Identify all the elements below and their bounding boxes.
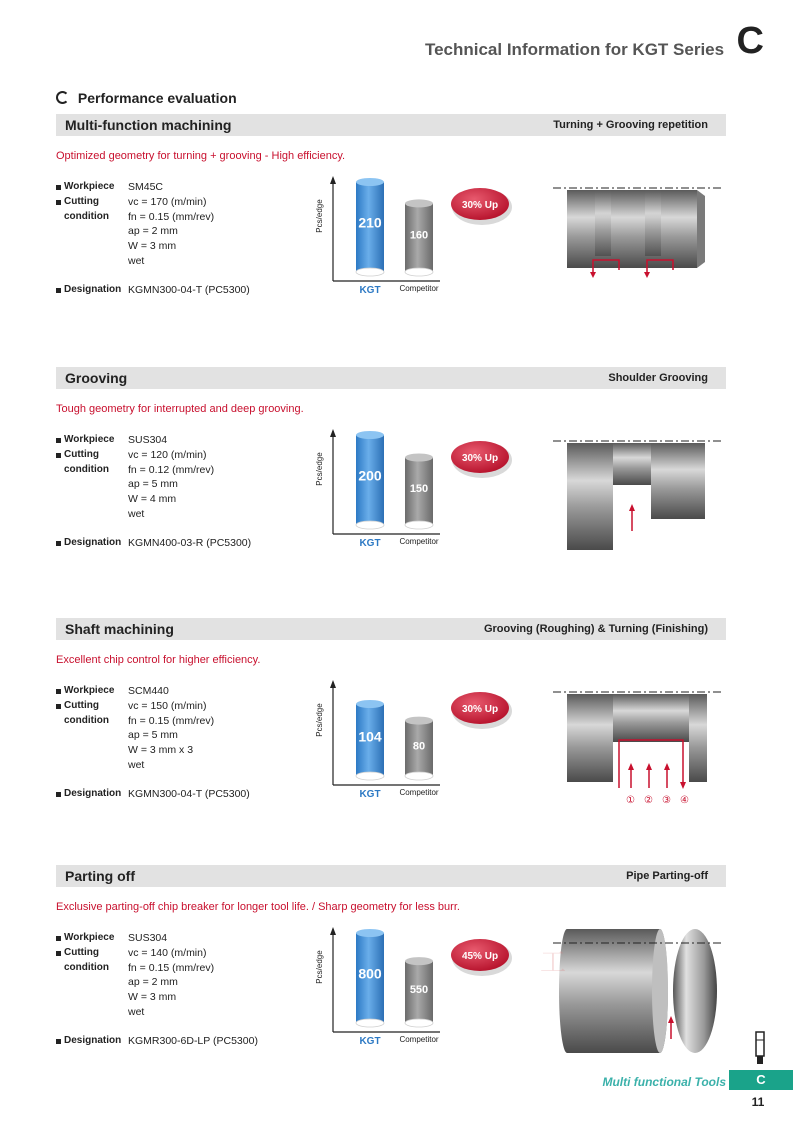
competitor-bar-cap: [405, 454, 433, 462]
section-tagline: Optimized geometry for turning + grooving - High efficiency.: [56, 150, 346, 162]
section-subtitle: Shoulder Grooving: [608, 372, 708, 384]
section-subtitle: Grooving (Roughing) & Turning (Finishing): [483, 623, 708, 635]
kgt-bar-value: 210: [358, 214, 382, 231]
competitor-bar-cap: [405, 957, 433, 965]
footer-section-badge: C: [729, 1070, 793, 1090]
step-marker: ③: [662, 795, 671, 806]
section-letter: C: [736, 20, 764, 62]
condition-value: vc = 120 (m/min): [128, 449, 207, 461]
section-subtitle: Pipe Parting-off: [626, 870, 708, 882]
bullet-square-icon: [56, 1039, 61, 1044]
improvement-badge-text: 30% Up: [461, 704, 499, 715]
improvement-badge-text: 30% Up: [461, 200, 499, 211]
section-tagline: Tough geometry for interrupted and deep grooving.: [56, 403, 304, 415]
kgt-bar-base: [356, 521, 384, 529]
cutting-label: Cutting: [64, 449, 99, 460]
bullet-square-icon: [56, 200, 61, 205]
designation-label: Designation: [64, 788, 122, 799]
y-axis-arrow: [330, 429, 336, 437]
condition-value: vc = 150 (m/min): [128, 700, 207, 712]
bullet-square-icon: [56, 438, 61, 443]
designation-value: KGMN300-04-T (PC5300): [128, 788, 250, 800]
condition-label: condition: [64, 211, 109, 222]
section-tagline: Excellent chip control for higher efficiency.: [56, 654, 261, 666]
y-axis-label: Pcs/edge: [315, 452, 324, 486]
machining-illustration: [545, 431, 725, 561]
bar-chart: [300, 907, 520, 1047]
designation-value: KGMN400-03-R (PC5300): [128, 537, 252, 549]
cutting-label: Cutting: [64, 700, 99, 711]
condition-value: vc = 170 (m/min): [128, 196, 207, 208]
category-label-kgt: KGT: [359, 285, 381, 296]
kgt-bar-cap: [356, 178, 384, 186]
competitor-bar-value: 160: [409, 229, 429, 242]
competitor-bar-base: [405, 268, 433, 276]
bullet-square-icon: [56, 936, 61, 941]
workpiece-label: Workpiece: [64, 181, 115, 192]
designation-label: Designation: [64, 537, 122, 548]
competitor-bar-base: [405, 1019, 433, 1027]
grooving-tool-icon: [750, 1030, 770, 1070]
competitor-bar-base: [405, 521, 433, 529]
competitor-bar-value: 150: [409, 482, 429, 495]
cutting-label: Cutting: [64, 196, 99, 207]
section-3: [0, 618, 794, 858]
kgt-bar-base: [356, 268, 384, 276]
competitor-bar-cap: [405, 717, 433, 725]
condition-label: condition: [64, 962, 109, 973]
category-label-competitor: Competitor: [399, 1035, 439, 1044]
kgt-bar-cap: [356, 431, 384, 439]
category-label-competitor: Competitor: [399, 788, 439, 797]
bullet-square-icon: [56, 704, 61, 709]
circle-arrow-icon: [56, 91, 69, 104]
section-2: [0, 367, 794, 607]
workpiece-label: Workpiece: [64, 685, 115, 696]
y-axis-arrow: [330, 176, 336, 184]
condition-value: ap = 2 mm: [128, 225, 178, 238]
designation-value: KGMN300-04-T (PC5300): [128, 284, 250, 296]
competitor-bar-value: 80: [412, 740, 426, 753]
competitor-bar-value: 550: [409, 983, 429, 996]
kgt-bar-base: [356, 772, 384, 780]
condition-value: fn = 0.12 (mm/rev): [128, 463, 215, 476]
kgt-bar-cap: [356, 929, 384, 937]
machining-illustration: [545, 178, 725, 308]
bar-chart: [300, 409, 520, 549]
section-title: Shaft machining: [65, 621, 174, 637]
bullet-square-icon: [56, 453, 61, 458]
machining-illustration: [545, 929, 725, 1059]
workpiece-label: Workpiece: [64, 434, 115, 445]
designation-label: Designation: [64, 1035, 122, 1046]
performance-heading: [56, 90, 237, 106]
improvement-badge-text: 45% Up: [461, 951, 499, 962]
condition-value: W = 4 mm: [128, 493, 177, 506]
category-label-kgt: KGT: [359, 538, 381, 549]
workpiece-label: Workpiece: [64, 932, 115, 943]
condition-value: W = 3 mm x 3: [128, 744, 194, 757]
kgt-bar-value: 800: [358, 965, 382, 982]
y-axis-label: Pcs/edge: [315, 703, 324, 737]
condition-value: fn = 0.15 (mm/rev): [128, 210, 215, 223]
section-header-bar: [56, 618, 726, 640]
condition-value: vc = 140 (m/min): [128, 947, 207, 959]
bullet-square-icon: [56, 541, 61, 546]
bullet-square-icon: [56, 288, 61, 293]
y-axis-arrow: [330, 680, 336, 688]
section-header-bar: [56, 114, 726, 136]
improvement-badge-text: 30% Up: [461, 453, 499, 464]
y-axis-label: Pcs/edge: [315, 199, 324, 233]
section-title: Grooving: [65, 370, 128, 386]
page-number: 11: [751, 1095, 765, 1109]
section-header-bar: [56, 367, 726, 389]
kgt-bar-cap: [356, 700, 384, 708]
section-tagline: Exclusive parting-off chip breaker for longer tool life. / Sharp geometry for less burr.: [56, 901, 460, 913]
section-4: [0, 865, 794, 1105]
competitor-bar-cap: [405, 199, 433, 207]
bullet-square-icon: [56, 185, 61, 190]
condition-value: wet: [128, 507, 145, 520]
condition-value: wet: [128, 758, 145, 771]
bullet-square-icon: [56, 792, 61, 797]
bar-chart: [300, 660, 520, 800]
y-axis-label: Pcs/edge: [315, 950, 324, 984]
condition-value: fn = 0.15 (mm/rev): [128, 714, 215, 727]
category-label-competitor: Competitor: [399, 537, 439, 546]
footer-category-label: Multi functional Tools: [602, 1075, 726, 1089]
condition-value: fn = 0.15 (mm/rev): [128, 961, 215, 974]
workpiece-value: SM45C: [128, 181, 164, 193]
step-marker: ④: [680, 795, 689, 806]
condition-value: W = 3 mm: [128, 240, 177, 253]
workpiece-value: SUS304: [128, 932, 168, 944]
bar-chart: [300, 156, 520, 296]
condition-value: ap = 2 mm: [128, 976, 178, 989]
machining-illustration: [545, 682, 725, 812]
watermark-logo: 工: [540, 947, 567, 977]
step-marker: ①: [626, 795, 635, 806]
condition-value: W = 3 mm: [128, 991, 177, 1004]
condition-value: ap = 5 mm: [128, 478, 178, 491]
condition-label: condition: [64, 715, 109, 726]
competitor-bar-base: [405, 772, 433, 780]
designation-label: Designation: [64, 284, 122, 295]
category-label-competitor: Competitor: [399, 284, 439, 293]
section-header-bar: [56, 865, 726, 887]
bullet-square-icon: [56, 951, 61, 956]
condition-value: ap = 5 mm: [128, 729, 178, 742]
kgt-bar-value: 200: [358, 467, 382, 484]
page-title: Technical Information for KGT Series: [424, 40, 725, 59]
condition-value: wet: [128, 1005, 145, 1018]
cutting-label: Cutting: [64, 947, 99, 958]
section-title: Multi-function machining: [65, 117, 232, 133]
kgt-bar-value: 104: [358, 728, 382, 745]
condition-value: wet: [128, 254, 145, 267]
section-title: Parting off: [65, 868, 135, 884]
condition-label: condition: [64, 464, 109, 475]
category-label-kgt: KGT: [359, 1036, 381, 1047]
performance-heading-text: Performance evaluation: [77, 90, 237, 106]
y-axis-arrow: [330, 927, 336, 935]
workpiece-value: SCM440: [128, 685, 169, 697]
section-subtitle: Turning + Grooving repetition: [553, 119, 708, 131]
step-marker: ②: [644, 795, 653, 806]
category-label-kgt: KGT: [359, 789, 381, 800]
workpiece-value: SUS304: [128, 434, 168, 446]
kgt-bar-base: [356, 1019, 384, 1027]
designation-value: KGMR300-6D-LP (PC5300): [128, 1035, 258, 1047]
bullet-square-icon: [56, 689, 61, 694]
page-header: [0, 22, 764, 60]
section-1: [0, 114, 794, 354]
